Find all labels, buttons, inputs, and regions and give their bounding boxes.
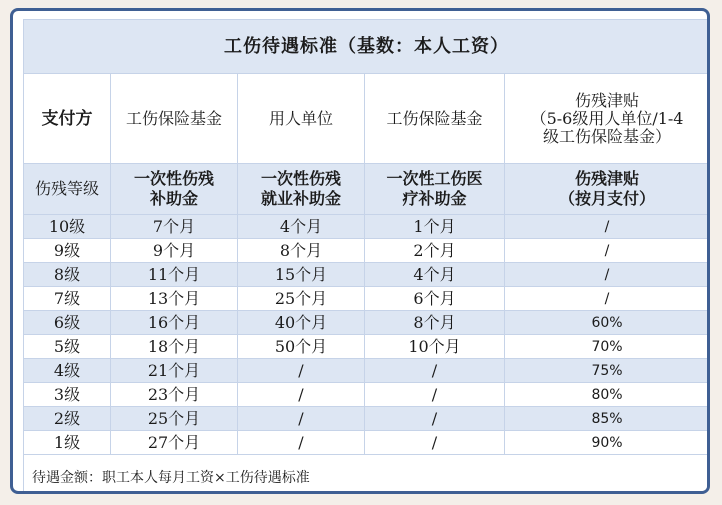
value-cell-c2: 15个月 xyxy=(238,263,365,287)
note-row xyxy=(24,455,710,495)
payer-col-1: 工伤保险基金 xyxy=(111,74,238,164)
table-row xyxy=(24,407,710,431)
payer-col-4-line2: （5-6级用人单位/1-4 xyxy=(530,108,684,128)
value-cell-c4: / xyxy=(505,239,710,263)
value-cell-c2: 50个月 xyxy=(238,335,365,359)
payer-row xyxy=(24,74,710,164)
value-cell-c3: / xyxy=(365,383,505,407)
level-cell: 10级 xyxy=(24,215,111,239)
value-cell-c2: / xyxy=(238,407,365,431)
table-row xyxy=(24,215,710,239)
level-cell: 8级 xyxy=(24,263,111,287)
value-cell-c1: 25个月 xyxy=(111,407,238,431)
value-cell-c2: / xyxy=(238,383,365,407)
value-cell-c2: 40个月 xyxy=(238,311,365,335)
value-cell-c1: 27个月 xyxy=(111,431,238,455)
level-cell: 1级 xyxy=(24,431,111,455)
value-cell-c1: 11个月 xyxy=(111,263,238,287)
footnote: 待遇金额：职工本人每月工资×工伤待遇标准 xyxy=(24,455,710,495)
value-cell-c1: 23个月 xyxy=(111,383,238,407)
level-label: 伤残等级 xyxy=(24,164,111,215)
title-row xyxy=(24,20,710,74)
injury-benefit-table xyxy=(23,19,710,494)
value-cell-c2: / xyxy=(238,359,365,383)
benefit-col-1-line1: 一次性伤残 xyxy=(133,169,214,188)
level-cell: 9级 xyxy=(24,239,111,263)
level-cell: 6级 xyxy=(24,311,111,335)
level-cell: 2级 xyxy=(24,407,111,431)
value-cell-c4: / xyxy=(505,263,710,287)
benefit-col-2-line1: 一次性伤残 xyxy=(260,169,341,188)
value-cell-c3: 1个月 xyxy=(365,215,505,239)
table-frame xyxy=(10,8,710,494)
benefit-col-3-line2: 疗补助金 xyxy=(402,189,467,208)
table-row xyxy=(24,311,710,335)
value-cell-c1: 21个月 xyxy=(111,359,238,383)
payer-col-4-line1: 伤残津贴 xyxy=(575,90,640,110)
level-cell: 5级 xyxy=(24,335,111,359)
table-row xyxy=(24,383,710,407)
payer-col-4 xyxy=(505,74,710,164)
benefit-type-row xyxy=(24,164,710,215)
payer-col-3: 工伤保险基金 xyxy=(365,74,505,164)
benefit-col-4-line1: 伤残津贴 xyxy=(575,169,640,188)
value-cell-c1: 7个月 xyxy=(111,215,238,239)
benefit-col-3 xyxy=(365,164,505,215)
value-cell-c3: 8个月 xyxy=(365,311,505,335)
value-cell-c1: 18个月 xyxy=(111,335,238,359)
table-title: 工伤待遇标准（基数：本人工资） xyxy=(24,20,710,74)
value-cell-c2: 25个月 xyxy=(238,287,365,311)
level-cell: 3级 xyxy=(24,383,111,407)
table-row xyxy=(24,239,710,263)
value-cell-c4: 75% xyxy=(505,359,710,383)
value-cell-c4: 60% xyxy=(505,311,710,335)
benefit-col-3-line1: 一次性工伤医 xyxy=(386,169,483,188)
value-cell-c4: 90% xyxy=(505,431,710,455)
table-row xyxy=(24,431,710,455)
benefit-col-4 xyxy=(505,164,710,215)
benefit-col-2-line2: 就业补助金 xyxy=(260,189,341,208)
table-row xyxy=(24,287,710,311)
value-cell-c4: / xyxy=(505,287,710,311)
payer-col-2: 用人单位 xyxy=(238,74,365,164)
benefit-col-1 xyxy=(111,164,238,215)
value-cell-c3: 4个月 xyxy=(365,263,505,287)
benefit-col-4-line2: （按月支付） xyxy=(559,189,656,208)
value-cell-c3: 2个月 xyxy=(365,239,505,263)
value-cell-c1: 13个月 xyxy=(111,287,238,311)
value-cell-c4: 70% xyxy=(505,335,710,359)
value-cell-c3: 10个月 xyxy=(365,335,505,359)
value-cell-c1: 16个月 xyxy=(111,311,238,335)
value-cell-c2: / xyxy=(238,431,365,455)
level-cell: 4级 xyxy=(24,359,111,383)
payer-label: 支付方 xyxy=(24,74,111,164)
value-cell-c2: 4个月 xyxy=(238,215,365,239)
value-cell-c3: 6个月 xyxy=(365,287,505,311)
payer-col-4-line3: 级工伤保险基金） xyxy=(543,126,672,146)
benefit-col-2 xyxy=(238,164,365,215)
value-cell-c3: / xyxy=(365,407,505,431)
value-cell-c3: / xyxy=(365,431,505,455)
level-cell: 7级 xyxy=(24,287,111,311)
table-row xyxy=(24,263,710,287)
benefit-col-1-line2: 补助金 xyxy=(149,189,198,208)
value-cell-c4: 80% xyxy=(505,383,710,407)
value-cell-c4: 85% xyxy=(505,407,710,431)
value-cell-c2: 8个月 xyxy=(238,239,365,263)
table-row xyxy=(24,359,710,383)
value-cell-c3: / xyxy=(365,359,505,383)
table-row xyxy=(24,335,710,359)
value-cell-c1: 9个月 xyxy=(111,239,238,263)
value-cell-c4: / xyxy=(505,215,710,239)
